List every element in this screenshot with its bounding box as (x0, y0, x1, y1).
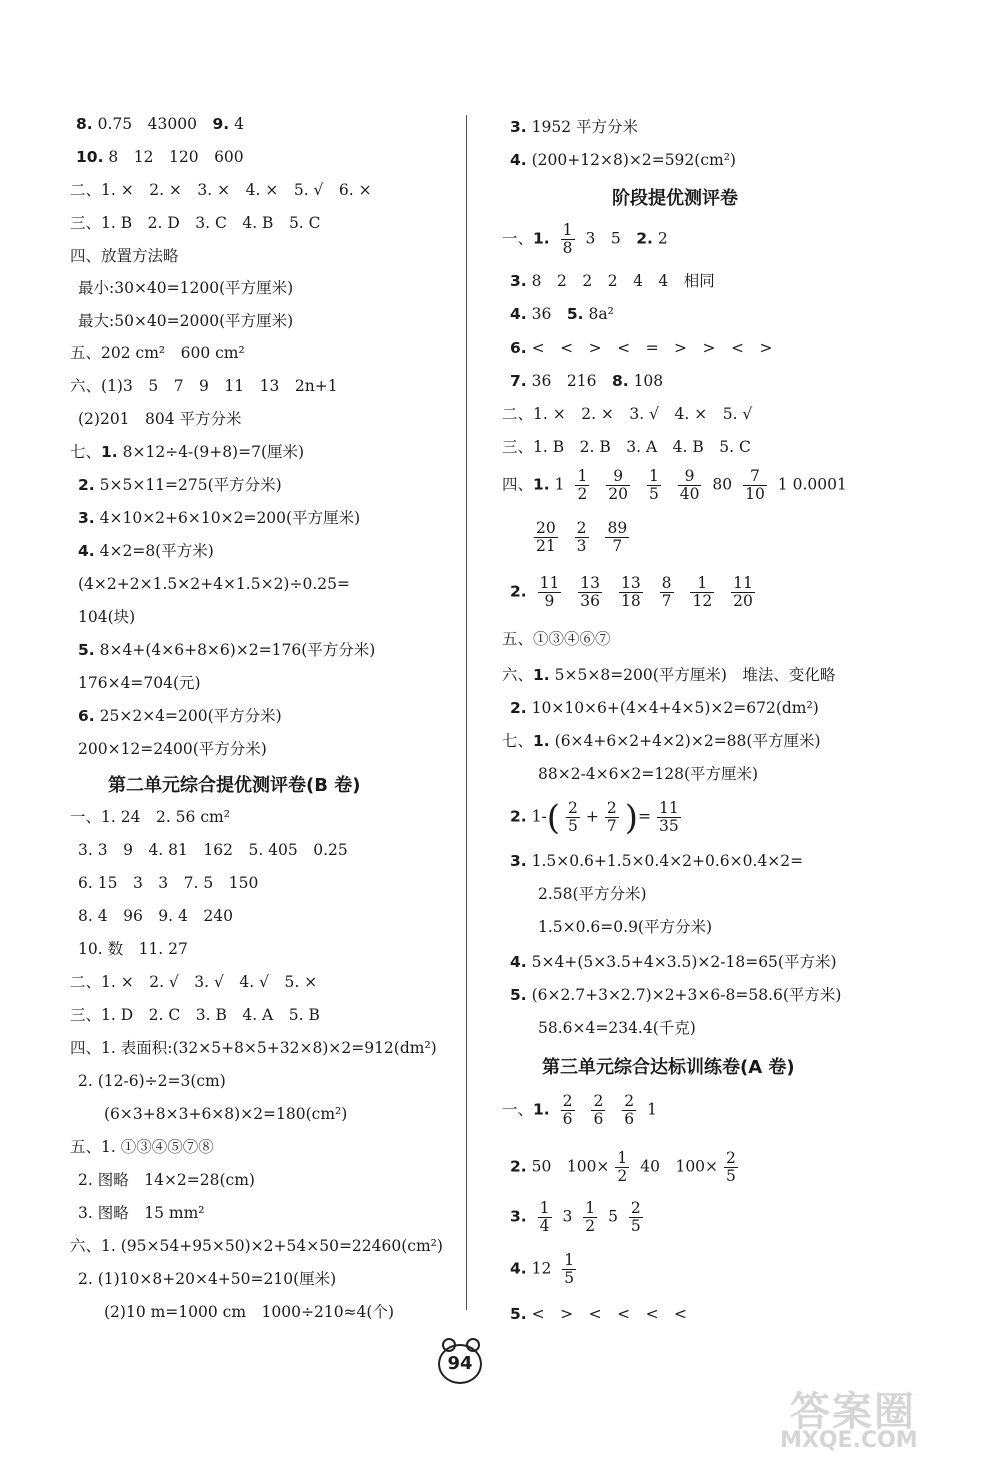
section-line: 六、(1)3 5 7 9 11 13 2n+1 (70, 377, 338, 395)
fraction: $\frac{2}{5}$ (568, 799, 578, 835)
section-line: 一、1. $\frac{1}{8}$ 3 5 2. 2 (502, 221, 668, 257)
column-divider (466, 115, 467, 1310)
fraction: $\frac{2}{5}$ (726, 1149, 736, 1185)
fraction: $\frac{11}{35}$ (659, 799, 679, 835)
answer-line: 3. 4×10×2+6×10×2=200(平方厘米) (78, 509, 361, 527)
answer-line: 2. 图略 14×2=28(cm) (78, 1171, 255, 1189)
section-line: 四、放置方法略 (70, 247, 179, 265)
fraction: $\frac{89}{7}$ (607, 519, 628, 555)
answer-line: 5. (6×2.7+3×2.7)×2+3×6-8=58.6(平方米) (510, 986, 842, 1004)
answer-line: 6. 15 3 3 7. 5 150 (78, 874, 259, 892)
fraction: $\frac{9}{20}$ (608, 467, 628, 503)
answer-line: 200×12=2400(平方分米) (78, 740, 267, 758)
answer-line: 2. (1)10×8+20×4+50=210(厘米) (78, 1270, 337, 1288)
answer-line: 10. 8 12 120 600 (76, 148, 244, 166)
answer-line: 3. 1952 平方分米 (510, 118, 638, 136)
section-line: 三、1. B 2. D 3. C 4. B 5. C (70, 214, 321, 232)
fraction: $\frac{9}{40}$ (679, 467, 700, 503)
answer-line: 8. 0.75 43000 9. 4 (76, 115, 244, 133)
section-line: 五、202 cm² 600 cm² (70, 344, 245, 362)
answer-line: 2.58(平方分米) (538, 885, 647, 903)
section-line: 三、1. D 2. C 3. B 4. A 5. B (70, 1006, 320, 1024)
fraction: $\frac{2}{5}$ (630, 1199, 641, 1235)
fraction: $\frac{11}{20}$ (733, 574, 753, 610)
answer-line: 最大:50×40=2000(平方厘米) (78, 312, 294, 330)
answer-line: 4. 4×2=8(平方米) (78, 542, 214, 560)
section-line: 四、1. 表面积:(32×5+8×5+32×8)×2=912(dm²) (70, 1039, 437, 1057)
fraction: $\frac{2}{6}$ (624, 1092, 635, 1128)
answer-line: 4. 12 $\frac{1}{5}$ (510, 1251, 575, 1287)
answer-line: 8. 4 96 9. 4 240 (78, 907, 233, 925)
answer-line: 58.6×4=234.4(千克) (538, 1019, 696, 1037)
answer-line (528, 520, 635, 555)
fraction: $\frac{1}{2}$ (585, 1199, 596, 1235)
section-line: 七、1. (6×4+6×2+4×2)×2=88(平方厘米) (502, 732, 821, 750)
page-number: 94 (438, 1344, 482, 1384)
answer-line: 2. 5×5×11=275(平方分米) (78, 476, 282, 494)
answer-line: 2. 10×10×6+(4×4+4×5)×2=672(dm²) (510, 699, 819, 717)
section-line: 二、1. × 2. × 3. √ 4. × 5. √ (502, 405, 753, 423)
fraction: $\frac{1}{12}$ (692, 574, 713, 610)
page-number-badge (418, 1338, 508, 1388)
answer-line: 3. 图略 15 mm² (78, 1204, 205, 1222)
section-line: 五、①③④⑥⑦ (502, 630, 611, 648)
section-heading: 阶段提优测评卷 (612, 188, 738, 209)
fraction: $\frac{1}{4}$ (539, 1199, 550, 1235)
answer-line: 2. (12-6)÷2=3(cm) (78, 1072, 226, 1090)
answer-line: 3. 3 9 4. 81 162 5. 405 0.25 (78, 841, 348, 859)
answer-line: (2)10 m=1000 cm 1000÷210≈4(个) (104, 1303, 395, 1321)
answer-line: 6. 25×2×4=200(平方分米) (78, 707, 282, 725)
fraction: $\frac{8}{7}$ (661, 574, 672, 610)
watermark-logo: 答案圈 MXQE.COM (780, 1389, 918, 1453)
answer-line: 4. 36 5. 8a² (510, 305, 614, 323)
fraction: $\frac{1}{5}$ (648, 467, 659, 503)
fraction: $\frac{7}{10}$ (745, 467, 765, 503)
section-line: 一、1. 24 2. 56 cm² (70, 808, 230, 826)
section-line: 三、1. B 2. B 3. A 4. B 5. C (502, 438, 751, 456)
answer-line: 最小:30×40=1200(平方厘米) (78, 279, 294, 297)
answer-line: 5. < > < < < < (510, 1305, 688, 1323)
fraction: $\frac{1}{8}$ (562, 221, 573, 257)
section-heading: 第三单元综合达标训练卷(A 卷) (542, 1057, 795, 1078)
fraction: $\frac{1}{2}$ (577, 467, 588, 503)
answer-line: 176×4=704(元) (78, 674, 201, 692)
fraction: $\frac{2}{7}$ (606, 799, 617, 835)
answer-line: 88×2-4×6×2=128(平方厘米) (538, 765, 759, 783)
answer-line: 10. 数 11. 27 (78, 940, 188, 958)
answer-line: 6. < < > < = > > < > (510, 339, 773, 357)
answer-line: 5. 8×4+(4×6+8×6)×2=176(平方分米) (78, 641, 376, 659)
fraction: $\frac{11}{9}$ (539, 574, 560, 610)
fraction: $\frac{20}{21}$ (536, 519, 556, 555)
answer-line: 2. $\frac{11}{9}$ $\frac{13}{36}$ $\frac{13}{18}$ $\frac{8}{7}$ $\frac{1}{12}$ $\frac{11}{20}$ (510, 574, 753, 610)
fraction: $\frac{2}{6}$ (593, 1092, 604, 1128)
answer-line: 104(块) (78, 608, 136, 626)
answer-line: 2. 50 100× $\frac{1}{2}$ 40 100× $\frac{2}{5}$ (510, 1149, 736, 1185)
answer-line: 1.5×0.6=0.9(平方分米) (538, 918, 713, 936)
section-line: 二、1. × 2. × 3. × 4. × 5. √ 6. × (70, 181, 372, 199)
answer-line: 3. 8 2 2 2 4 4 相同 (510, 272, 715, 290)
fraction: $\frac{13}{18}$ (620, 574, 641, 610)
answer-line: 2. 1-( $\frac{2}{5}$ + $\frac{2}{7}$ )= $\frac{11}{35}$ (510, 797, 679, 838)
answer-line: (4×2+2×1.5×2+4×1.5×2)÷0.25= (78, 575, 350, 593)
section-line: 五、1. ①③④⑤⑦⑧ (70, 1138, 214, 1156)
fraction: $\frac{1}{2}$ (617, 1149, 628, 1185)
section-line: 一、1. $\frac{2}{6}$ $\frac{2}{6}$ $\frac{2}{6}$ 1 (502, 1092, 657, 1128)
section-heading: 第二单元综合提优测评卷(B 卷) (108, 775, 361, 796)
answer-line: 4. (200+12×8)×2=592(cm²) (510, 151, 736, 169)
answer-line: 3. $\frac{1}{4}$ 3 $\frac{1}{2}$ 5 $\frac{2}{5}$ (510, 1199, 641, 1235)
fraction: $\frac{2}{6}$ (562, 1092, 573, 1128)
section-line: 六、1. (95×54+95×50)×2+54×50=22460(cm²) (70, 1237, 443, 1255)
fraction: $\frac{2}{3}$ (576, 519, 587, 555)
answer-line: (6×3+8×3+6×8)×2=180(cm²) (104, 1105, 348, 1123)
answer-line: 3. 1.5×0.6+1.5×0.4×2+0.6×0.4×2= (510, 852, 804, 870)
section-line: 四、1. 1 $\frac{1}{2}$ $\frac{9}{20}$ $\frac{1}{5}$ $\frac{9}{40}$ 80 $\frac{7}{10}$ 1 0.0001 (502, 467, 847, 503)
answer-line: 7. 36 216 8. 108 (510, 372, 664, 390)
fraction: $\frac{13}{36}$ (580, 574, 601, 610)
section-line: 六、1. 5×5×8=200(平方厘米) 堆法、变化略 (502, 666, 836, 684)
fraction: $\frac{1}{5}$ (564, 1251, 575, 1287)
section-line: 七、1. 8×12÷4-(9+8)=7(厘米) (70, 443, 305, 461)
answer-line: (2)201 804 平方分米 (78, 410, 242, 428)
answer-line: 4. 5×4+(5×3.5+4×3.5)×2-18=65(平方米) (510, 953, 837, 971)
section-line: 二、1. × 2. √ 3. √ 4. √ 5. × (70, 973, 318, 991)
